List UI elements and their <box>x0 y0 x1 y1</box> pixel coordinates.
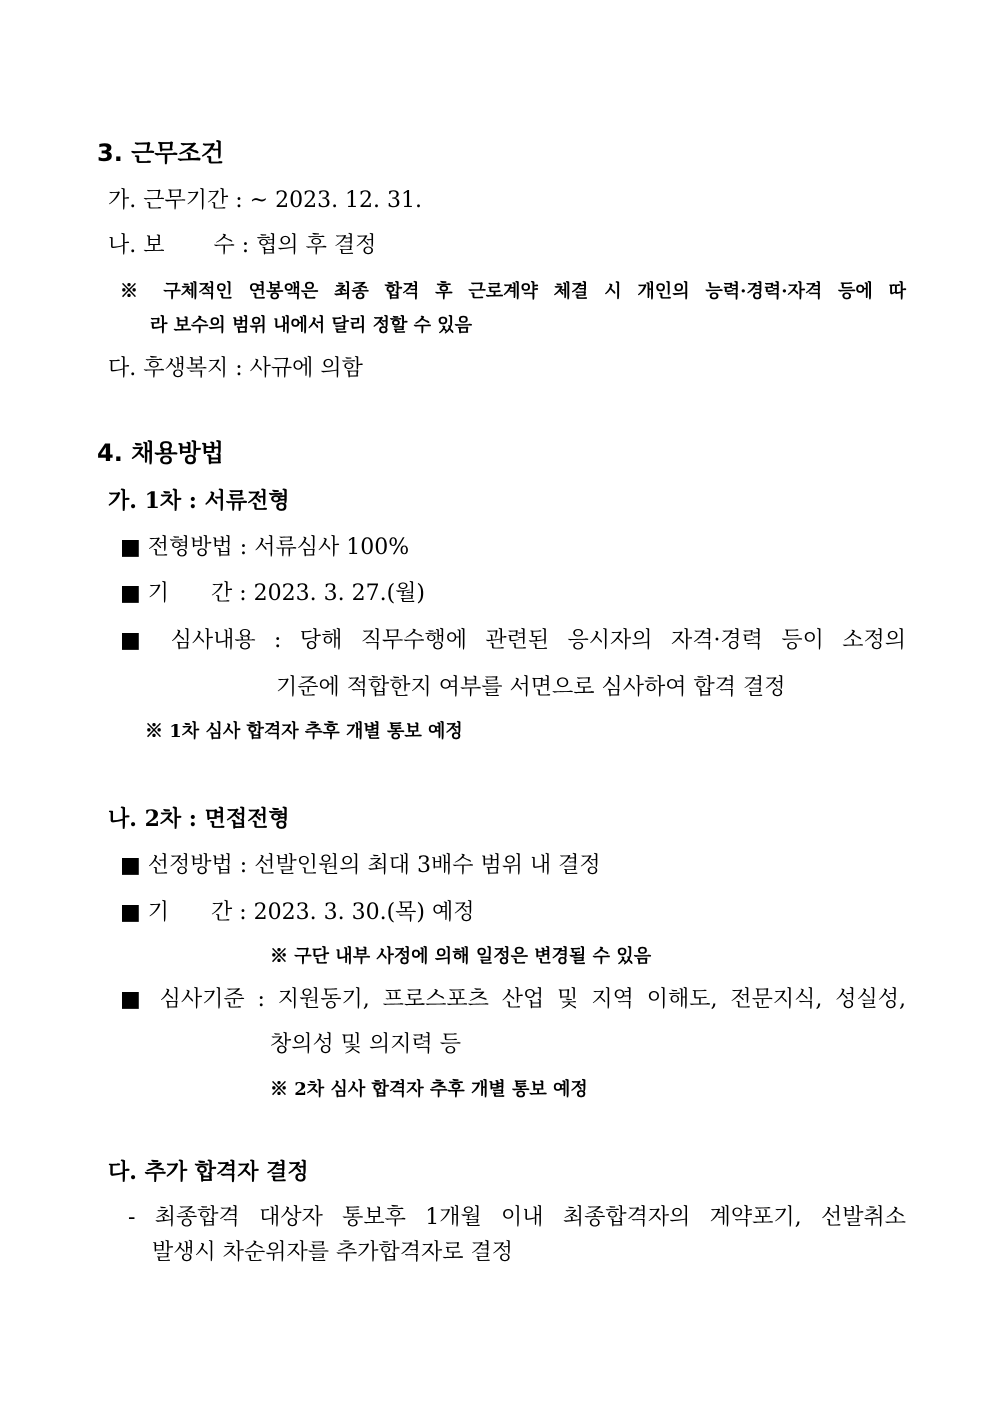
work-period-row <box>108 188 422 214</box>
round2-criteria-line-1: ■ 심사기준 : 지원동기, 프로스포츠 산업 및 지역 이해도, 전문지식, 성실성, <box>120 987 906 1012</box>
salary-row <box>108 233 376 259</box>
round2-method-row <box>120 853 601 879</box>
round1-method-label: ■ 전형방법 <box>120 535 233 560</box>
round2-period-note: ※ 구단 내부 사정에 의해 일정은 변경될 수 있음 <box>270 946 652 967</box>
section-4-title: 4. 채용방법 <box>97 439 224 467</box>
salary-label: 나. 보 수 <box>108 233 235 258</box>
round1-period-label: ■ 기 간 <box>120 581 233 606</box>
round1-period-row <box>120 581 425 607</box>
round2-method-label: ■ 선정방법 <box>120 853 233 878</box>
round2-method-value: : 선발인원의 최대 3배수 범위 내 결정 <box>232 853 601 878</box>
round2-note: ※ 2차 심사 합격자 추후 개별 통보 예정 <box>270 1079 588 1100</box>
round2-period-value: : 2023. 3. 30.(목) 예정 <box>232 900 475 925</box>
welfare-value: : 사규에 의함 <box>228 356 363 381</box>
additional-line-1: - 최종합격 대상자 통보후 1개월 이내 최종합격자의 계약포기, 선발취소 <box>128 1205 906 1230</box>
round1-period-value: : 2023. 3. 27.(월) <box>232 581 426 606</box>
round1-method-row <box>120 535 409 561</box>
round1-content-line-1: ■ 심사내용 : 당해 직무수행에 관련된 응시자의 자격·경력 등이 소정의 <box>120 628 906 653</box>
round1-note: ※ 1차 심사 합격자 추후 개별 통보 예정 <box>145 721 463 742</box>
round1-method-value: : 서류심사 100% <box>232 535 410 560</box>
work-period-value: : ~ 2023. 12. 31. <box>228 188 423 213</box>
salary-note-line-2: 라 보수의 범위 내에서 달리 정할 수 있음 <box>150 315 473 336</box>
round2-title: 나. 2차 : 면접전형 <box>108 806 290 832</box>
salary-value: : 협의 후 결정 <box>234 233 377 258</box>
work-period-label: 가. 근무기간 <box>108 188 229 213</box>
salary-note-line-1: ※ 구체적인 연봉액은 최종 합격 후 근로계약 체결 시 개인의 능력·경력·자격 등에 따 <box>120 281 906 302</box>
welfare-row <box>108 356 363 382</box>
round1-title: 가. 1차 : 서류전형 <box>108 488 290 514</box>
round2-criteria-line-2: 창의성 및 의지력 등 <box>270 1032 461 1057</box>
section-3-title: 3. 근무조건 <box>97 139 224 167</box>
round1-content-line-2: 기준에 적합한지 여부를 서면으로 심사하여 합격 결정 <box>276 675 786 700</box>
additional-line-2: 발생시 차순위자를 추가합격자로 결정 <box>152 1240 514 1265</box>
welfare-label: 다. 후생복지 <box>108 356 229 381</box>
round2-period-label: ■ 기 간 <box>120 900 233 925</box>
round2-period-row <box>120 900 475 926</box>
additional-title: 다. 추가 합격자 결정 <box>108 1159 309 1185</box>
